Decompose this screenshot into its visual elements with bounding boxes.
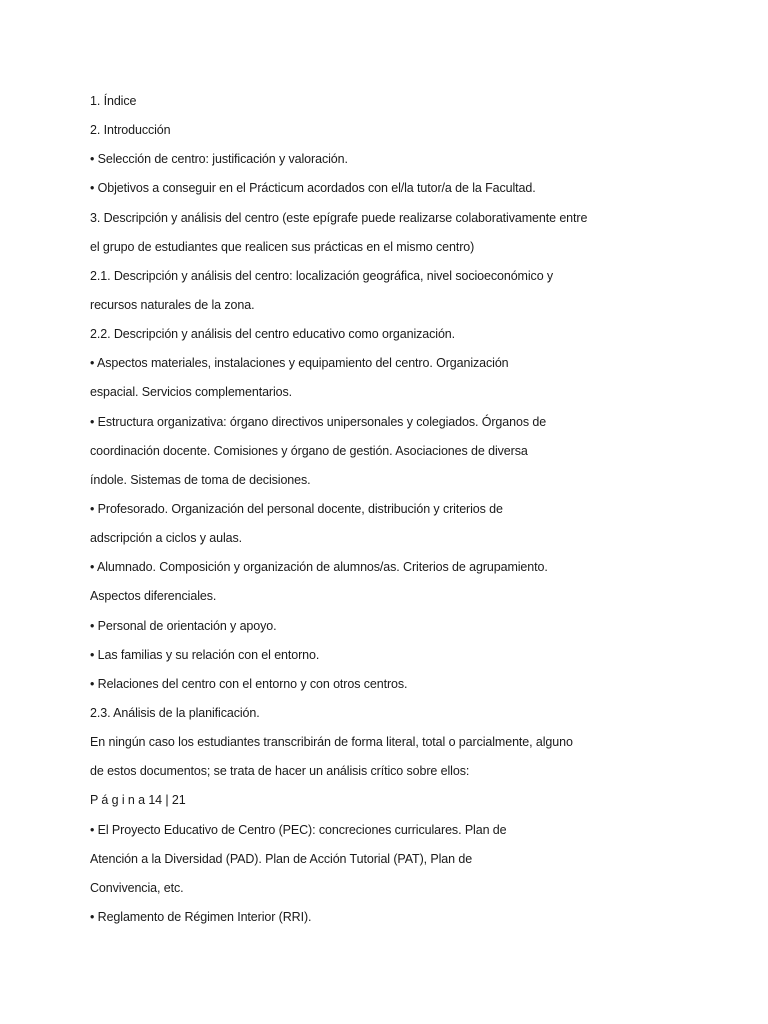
- text-line: espacial. Servicios complementarios.: [90, 385, 293, 400]
- text-line: Convivencia, etc.: [90, 880, 184, 895]
- heading-indice: 1. Índice: [90, 94, 137, 108]
- heading-2-1: 2.1. Descripción y análisis del centro: localización geográfica, nivel socioeconómico y: [90, 268, 554, 283]
- bullet-aspectos-materiales: • Aspectos materiales, instalaciones y equipamiento del centro. Organización: [90, 356, 509, 371]
- bullet-objetivos: • Objetivos a conseguir en el Prácticum acordados con el/la tutor/a de la Facultad.: [90, 181, 536, 196]
- text-line: En ningún caso los estudiantes transcribirán de forma literal, total o parcialmente, alguno: [90, 735, 573, 750]
- text-line: índole. Sistemas de toma de decisiones.: [90, 472, 311, 487]
- bullet-proyecto-educativo: • El Proyecto Educativo de Centro (PEC): concreciones curriculares. Plan de: [90, 822, 507, 837]
- bullet-personal-orientacion: • Personal de orientación y apoyo.: [90, 618, 277, 633]
- bullet-profesorado: • Profesorado. Organización del personal docente, distribución y criterios de: [90, 501, 503, 516]
- text-line: recursos naturales de la zona.: [90, 297, 255, 312]
- text-line: coordinación docente. Comisiones y órgano de gestión. Asociaciones de diversa: [90, 443, 528, 458]
- text-line: Atención a la Diversidad (PAD). Plan de Acción Tutorial (PAT), Plan de: [90, 851, 473, 866]
- text-line: de estos documentos; se trata de hacer un análisis crítico sobre ellos:: [90, 764, 470, 779]
- bullet-familias: • Las familias y su relación con el entorno.: [90, 647, 320, 662]
- bullet-estructura-organizativa: • Estructura organizativa: órgano directivos unipersonales y colegiados. Órganos de: [90, 414, 547, 429]
- heading-descripcion-centro: 3. Descripción y análisis del centro (este epígrafe puede realizarse colaborativamente entre: [90, 210, 588, 225]
- page-number: P á g i n a 14 | 21: [90, 793, 186, 808]
- heading-introduccion: 2. Introducción: [90, 123, 171, 138]
- heading-2-3: 2.3. Análisis de la planificación.: [90, 705, 260, 720]
- bullet-alumnado: • Alumnado. Composición y organización de alumnos/as. Criterios de agrupamiento.: [90, 560, 548, 575]
- bullet-seleccion-centro: • Selección de centro: justificación y valoración.: [90, 152, 348, 167]
- text-line: Aspectos diferenciales.: [90, 589, 217, 604]
- document-page: [90, 87, 730, 932]
- bullet-reglamento: • Reglamento de Régimen Interior (RRI).: [90, 909, 312, 924]
- text-line: el grupo de estudiantes que realicen sus prácticas en el mismo centro): [90, 239, 475, 254]
- text-line: adscripción a ciclos y aulas.: [90, 531, 243, 546]
- bullet-relaciones-centro: • Relaciones del centro con el entorno y con otros centros.: [90, 676, 408, 691]
- heading-2-2: 2.2. Descripción y análisis del centro educativo como organización.: [90, 327, 456, 342]
